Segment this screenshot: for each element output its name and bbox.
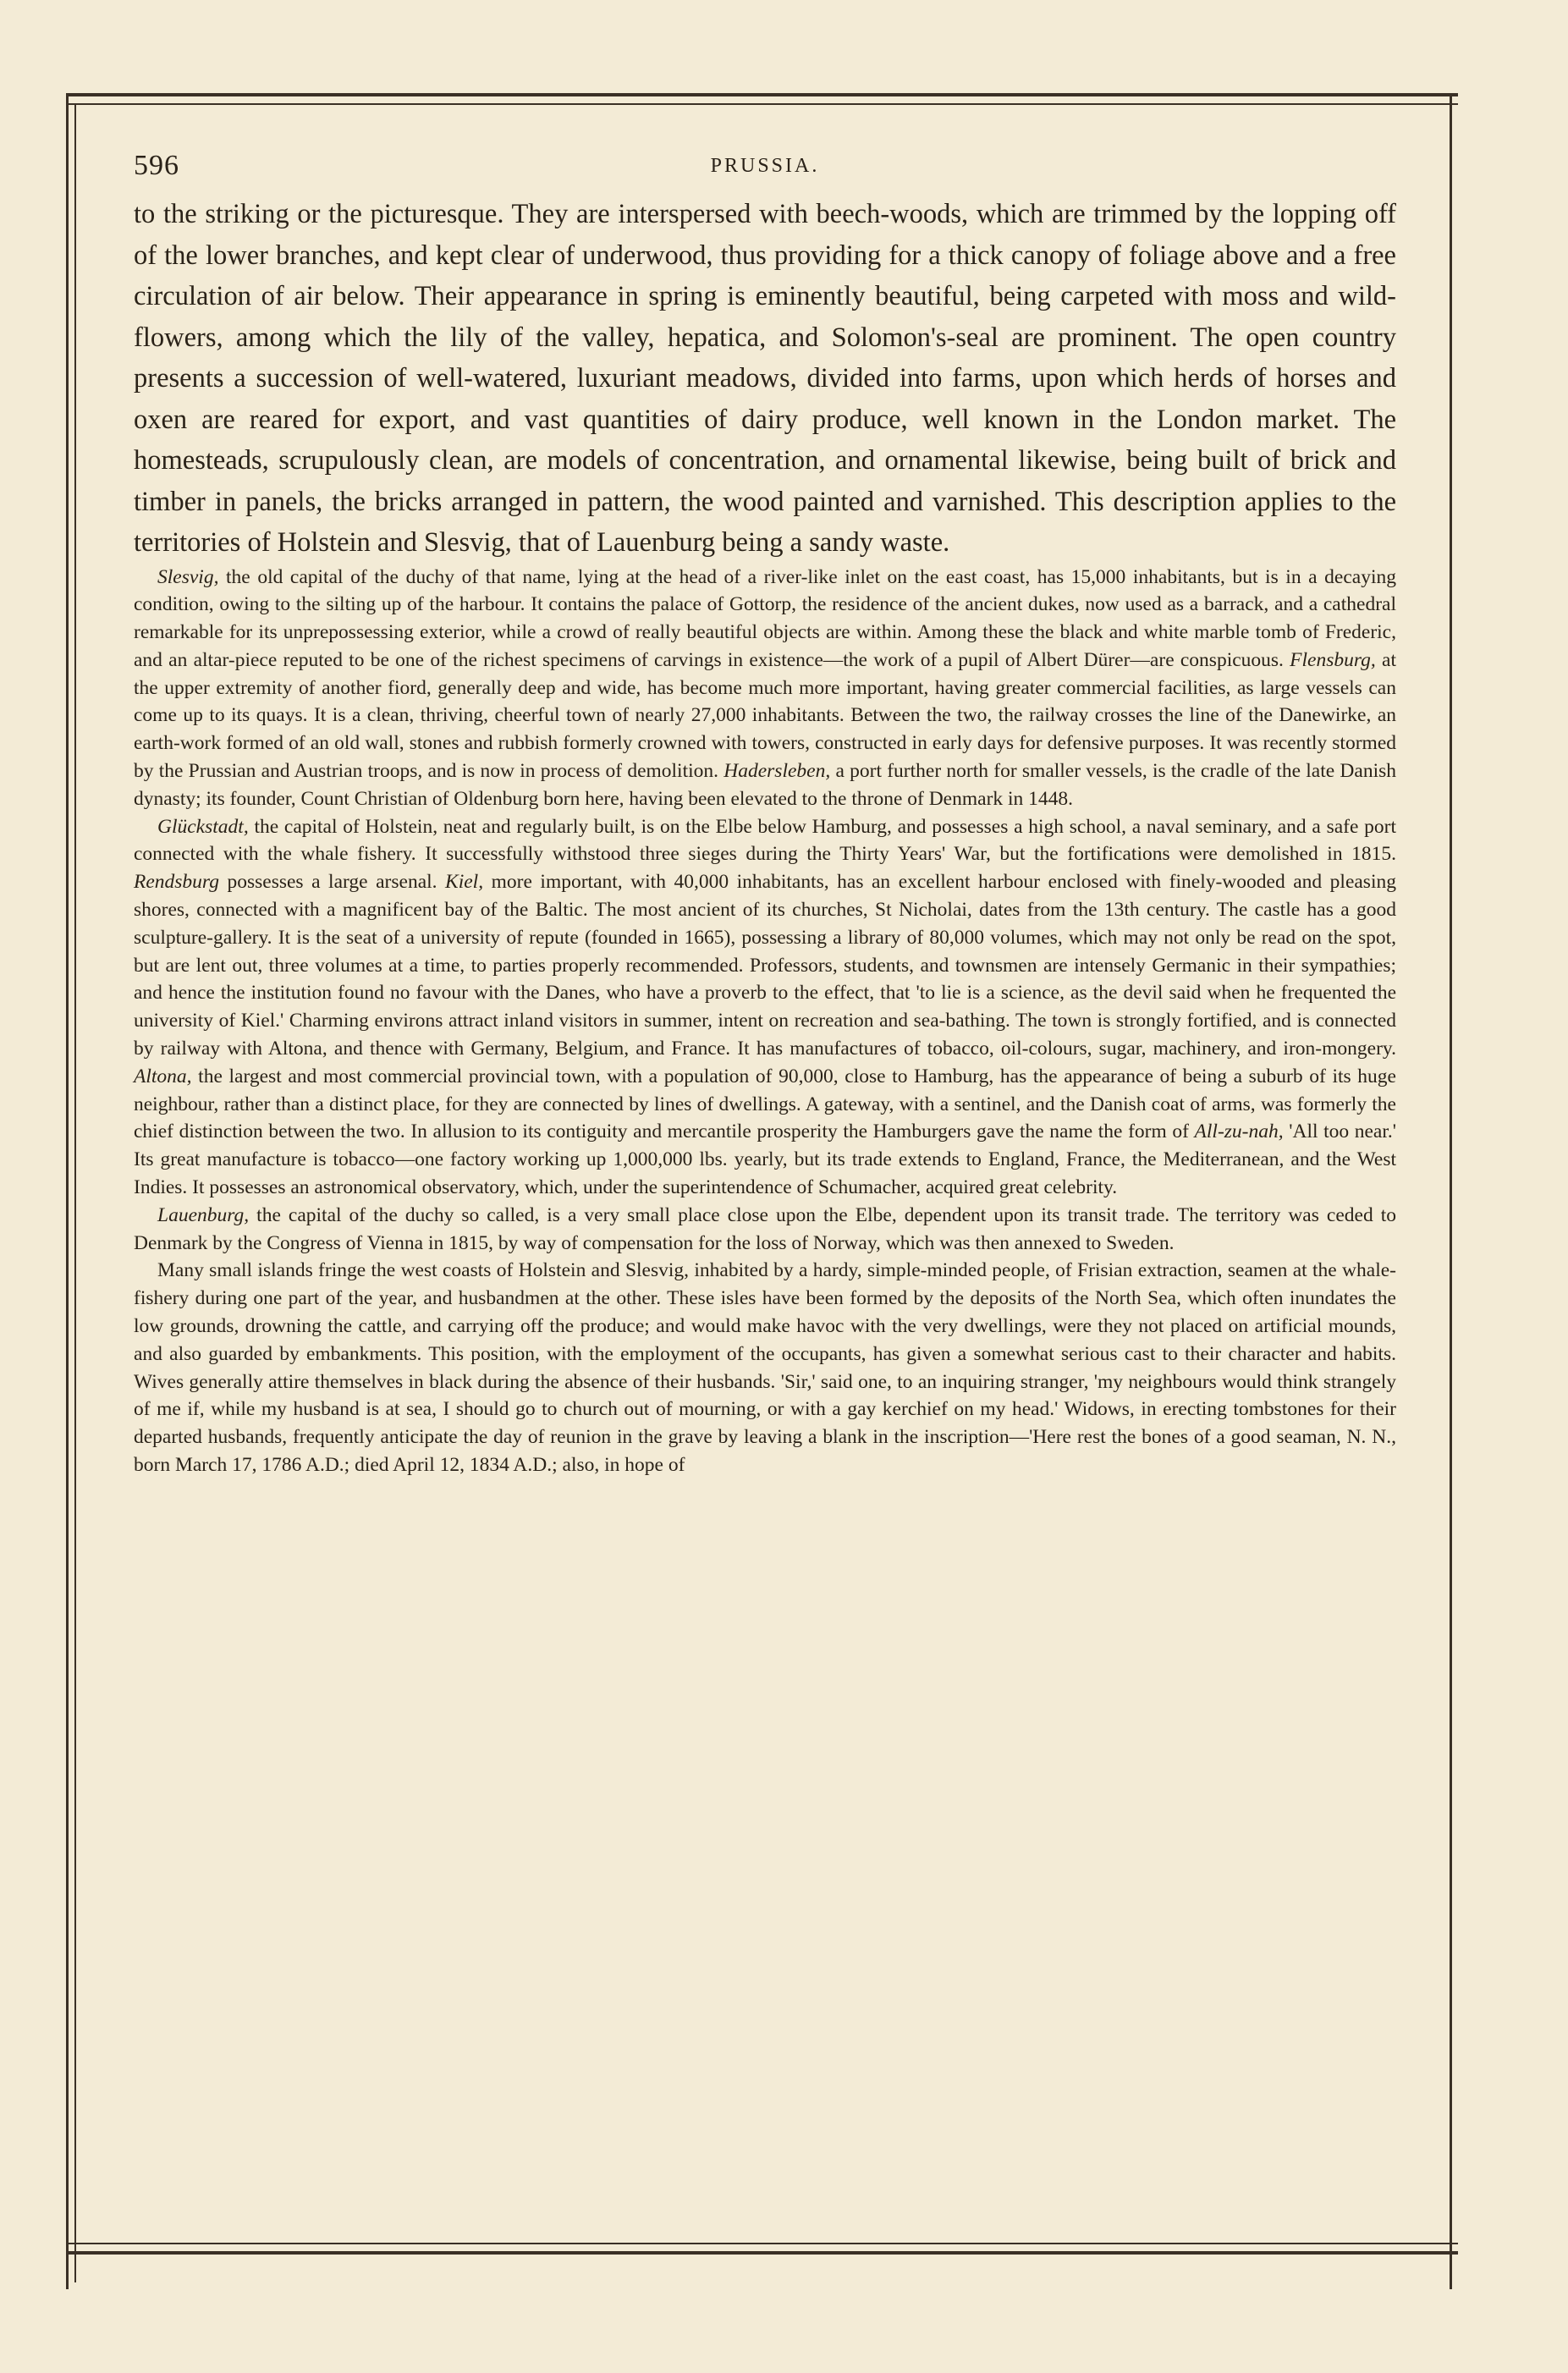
paragraph-lauenburg xyxy=(134,1202,1396,1258)
place-name: Altona, xyxy=(134,1065,192,1087)
paragraph-holstein xyxy=(134,813,1396,1202)
place-name: Hadersleben, xyxy=(723,760,831,783)
running-title: PRUSSIA. xyxy=(710,155,820,177)
paragraph-text: more important, with 40,000 inhabitants, has an excellent harbour enclosed with finely-wooded and pleasing shores, connected with a magnificent bay of the Baltic. The most ancient of its churches, St Nicholai, dates from the 13th century. The castle has a good sculpture-gallery. It is the seat of a university of repute (founded in 1665), possessing a library of 80,000 volumes, which may not only be read on the spot, but are lent out, three volumes at a time, to parties properly recommended. Professors, students, and townsmen are intensely Germanic in their sympathies; and hence the institution found no favour with the Danes, who have a proverb to the effect, that 'to lie is a science, as the devil said when he frequented the university of Kiel.' Charming environs attract inland visitors in summer, intent on recreation and sea-bathing. The town is strongly fortified, and is connected by railway with Altona, and thence with Germany, Belgium, and France. It has manufactures of tobacco, oil-colours, sugar, machinery, and iron-mongery. xyxy=(134,871,1396,1060)
frame-left-rule xyxy=(66,93,69,2289)
place-name: Kiel, xyxy=(445,871,484,894)
frame-bottom-inner-rule xyxy=(66,2243,1458,2244)
paragraph-text: at the upper extremity of another fiord, generally deep and wide, has become much more important, having greater commercial facilities, as large vessels can come up to its quays. It is a clean, thriving, cheerful town of nearly 27,000 inhabitants. Between the two, the railway crosses the line of the Danewirke, an earth-work formed of an old wall, stones and rubbish formerly crowned with towers, constructed in early days for defensive purposes. It was recently stormed by the Prussian and Austrian troops, and is now in process of demolition. xyxy=(134,648,1396,783)
paragraph-slesvig xyxy=(134,564,1396,813)
paragraph-text: possesses a large arsenal. xyxy=(218,871,446,894)
page-number: 596 xyxy=(134,150,179,181)
paragraph-text: the capital of the duchy so called, is a very small place close upon the Elbe, dependent upon its transit trade. The territory was ceded to Denmark by the Congress of Vienna in 1815, by way of compensation for the loss of Norway, which was then annexed to Sweden. xyxy=(134,1203,1396,1254)
frame-left-inner-rule xyxy=(74,103,76,2282)
frame-right-rule xyxy=(1450,93,1452,2289)
place-name: Glückstadt, xyxy=(157,815,249,838)
place-name: Flensburg, xyxy=(1290,648,1376,671)
paragraph-text: the old capital of the duchy of that name, lying at the head of a river-like inlet on the east coast, has 15,000 inhabitants, but is in a decaying condition, owing to the silting up of the harbour. It contains the palace of Gottorp, the residence of the ancient dukes, now used as a barrack, and a cathedral remarkable for its unprepossessing exterior, while a crowd of really beautiful objects are within. Among these the black and white marble tomb of Frederic, and an altar-piece reputed to be one of the richest specimens of carvings in existence—the work of a pupil of Albert Dürer—are conspicuous. xyxy=(134,565,1396,671)
paragraph-text: Many small islands fringe the west coasts of Holstein and Slesvig, inhabited by a hardy, simple-minded people, of Frisian extraction, seamen at the whale-fishery during one part of the year, and husbandmen at the other. These isles have been formed by the deposits of the North Sea, which often inundates the low grounds, drowning the cattle, and carrying off the produce; and would make havoc with the very dwellings, were they not placed on artificial mounds, and also guarded by embankments. This position, with the employment of the occupants, has given a somewhat serious cast to their character and habits. Wives generally attire themselves in black during the absence of their husbands. 'Sir,' said one, to an inquiring stranger, 'my neighbours would think strangely of me if, while my husband is at sea, I should go to church out of mourning, or with a gay kerchief on my head.' Widows, in erecting tombstones for their departed husbands, frequently anticipate the day of reunion in the grave by leaving a blank in the inscription—'Here rest the bones of a good seaman, N. N., born March 17, 1786 A.D.; died April 12, 1834 A.D.; also, in hope of xyxy=(134,1259,1396,1476)
paragraph-text: the largest and most commercial provincial town, with a population of 90,000, close to Hamburg, has the appearance of being a suburb of its huge neighbour, rather than a distinct place, for they are connected by lines of dwellings. A gateway, with a sentinel, and the Danish coat of arms, was formerly the chief distinction between the two. In allusion to its contiguity and mercantile prosperity the Hamburgers gave the name the form of xyxy=(134,1065,1396,1143)
frame-bottom-rule xyxy=(66,2251,1458,2255)
place-name: Slesvig, xyxy=(157,565,219,588)
paragraph-text: a port further north for smaller vessels, is the cradle of the late Danish dynasty; its founder, Count Christian of Oldenburg born here, having been elevated to the throne of Denmark in 1448. xyxy=(134,760,1396,810)
page-header xyxy=(134,140,1396,190)
paragraph-text: the capital of Holstein, neat and regularly built, is on the Elbe below Hamburg, and possesses a high school, a naval seminary, and a safe port connected with the whale fishery. It successfully withstood three sieges during the Thirty Years' War, but the fortifications were demolished in 1815. xyxy=(134,815,1396,866)
place-name: Rendsburg xyxy=(134,871,219,894)
place-name: Lauenburg, xyxy=(157,1203,250,1226)
page-content xyxy=(134,140,1396,1479)
frame-top-inner-rule xyxy=(66,103,1458,105)
paragraph-text: 'All too near.' Its great manufacture is tobacco—one factory working up 1,000,000 lbs. yearly, but its trade extends to England, France, the Mediterranean, and the West Indies. It possesses an astronomical observatory, which, under the superintendence of Schumacher, acquired great celebrity. xyxy=(134,1120,1396,1199)
place-name: All-zu-nah, xyxy=(1194,1120,1284,1143)
lead-paragraph: to the striking or the picturesque. They are interspersed with beech-woods, which are trimmed by the lopping off of the lower branches, and kept clear of underwood, thus providing for a thick canopy of foliage above and a free circulation of air below. Their appearance in spring is eminently beautiful, being carpeted with moss and wild-flowers, among which the lily of the valley, hepatica, and Solomon's-seal are prominent. The open country presents a succession of well-watered, luxuriant meadows, divided into farms, upon which herds of horses and oxen are reared for export, and vast quantities of dairy produce, well known in the London market. The homesteads, scrupulously clean, are models of concentration, and ornamental likewise, being built of brick and timber in panels, the bricks arranged in pattern, the wood painted and varnished. This description applies to the territories of Holstein and Slesvig, that of Lauenburg being a sandy waste. xyxy=(134,199,1396,558)
paragraph-islands xyxy=(134,1257,1396,1478)
frame-top-rule xyxy=(66,93,1458,96)
